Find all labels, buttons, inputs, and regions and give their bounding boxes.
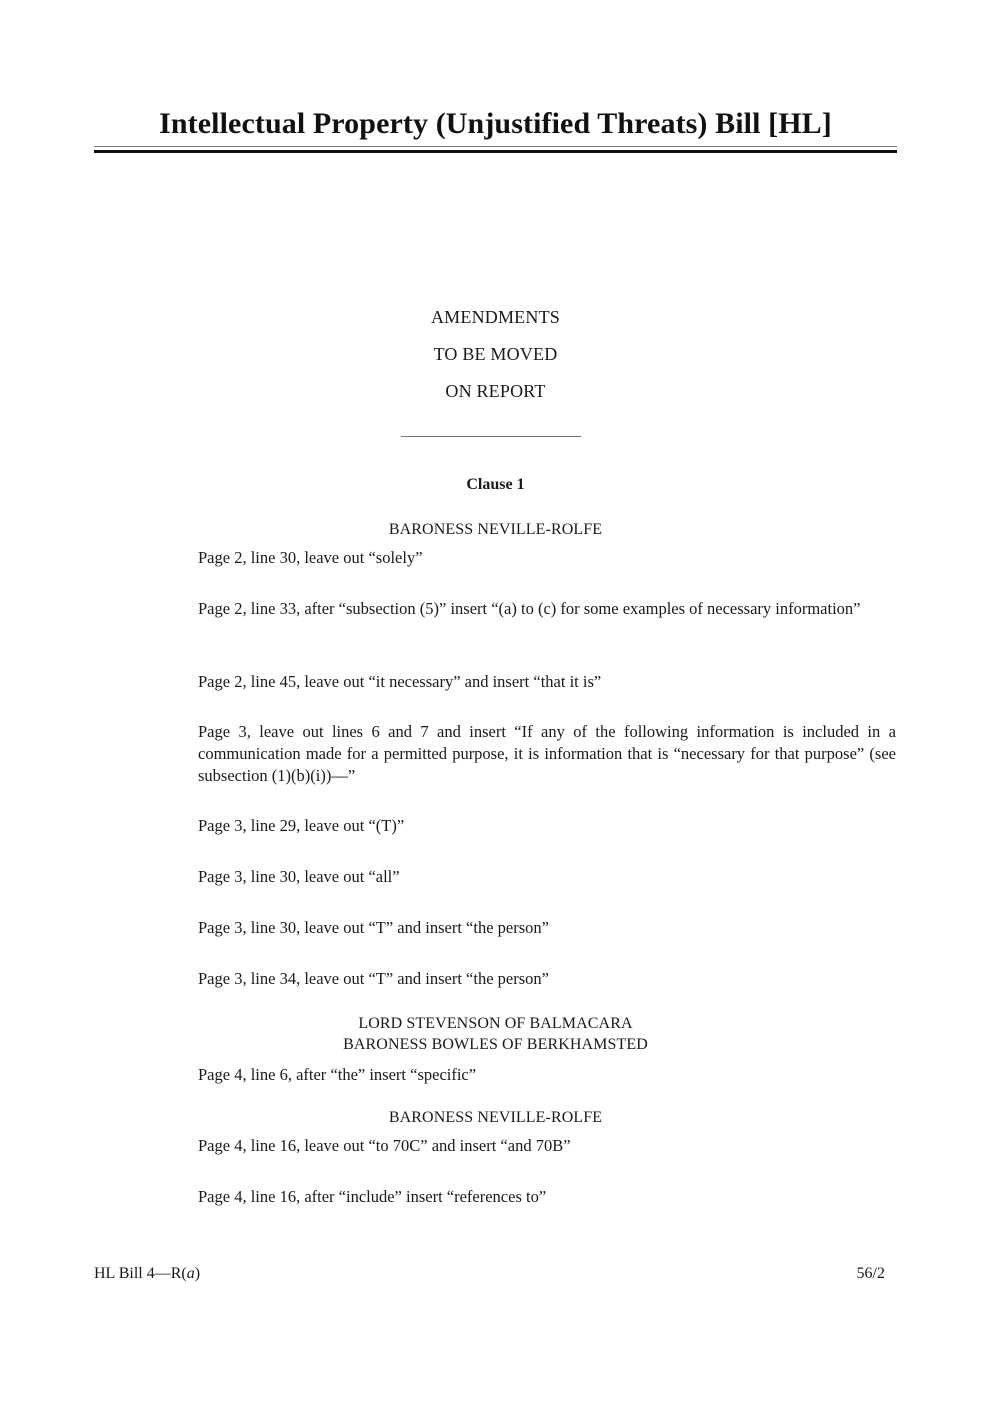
amendment-8: Page 3, line 34, leave out “T” and insert “the person” — [198, 969, 549, 988]
heading-line: TO BE MOVED — [433, 344, 558, 364]
title-rule-thin — [94, 146, 897, 147]
bill-ref-suffix: ) — [194, 1265, 201, 1282]
title-rule-thick — [94, 150, 897, 153]
sponsor-name: BARONESS NEVILLE-ROLFE — [388, 521, 603, 538]
heading-separator — [401, 436, 581, 437]
amendment-10: Page 4, line 16, leave out “to 70C” and insert “and 70B” — [198, 1136, 571, 1155]
heading-line: AMENDMENTS — [430, 307, 560, 327]
amendment-9: Page 4, line 6, after “the” insert “specific” — [198, 1065, 477, 1084]
amendment-5: Page 3, line 29, leave out “(T)” — [198, 816, 405, 835]
amendments-heading — [0, 299, 991, 410]
heading-line: ON REPORT — [445, 381, 546, 401]
amendment-6: Page 3, line 30, leave out “all” — [198, 867, 400, 886]
bill-ref-italic: a — [186, 1265, 195, 1282]
sponsor-name: BARONESS BOWLES OF BERKHAMSTED — [343, 1036, 648, 1053]
amendment-1: Page 2, line 30, leave out “solely” — [198, 548, 423, 567]
amendment-3: Page 2, line 45, leave out “it necessary” and insert “that it is” — [198, 672, 602, 691]
sponsor-name: LORD STEVENSON OF BALMACARA — [358, 1015, 633, 1032]
bill-title: Intellectual Property (Unjustified Threats) Bill [HL] — [159, 107, 832, 140]
amendment-4: Page 3, leave out lines 6 and 7 and insert “If any of the following information is included in a communication made for a permitted purpose, it is information that is “necessary for that purpose” (see subsection (1)(b)(i))—” — [198, 722, 896, 785]
amendment-7: Page 3, line 30, leave out “T” and insert “the person” — [198, 918, 549, 937]
sponsor-group-2 — [0, 1013, 991, 1055]
bill-reference — [94, 1263, 200, 1285]
sponsor-group-1 — [0, 519, 991, 540]
sponsor-group-3 — [0, 1107, 991, 1128]
bill-ref-prefix: HL Bill 4—R( — [94, 1265, 187, 1282]
clause-heading: Clause 1 — [466, 476, 525, 493]
sponsor-name: BARONESS NEVILLE-ROLFE — [388, 1109, 603, 1126]
page-reference: 56/2 — [856, 1265, 885, 1282]
amendment-2: Page 2, line 33, after “subsection (5)” insert “(a) to (c) for some examples of necessary information” — [198, 599, 861, 618]
amendment-11: Page 4, line 16, after “include” insert “references to” — [198, 1187, 547, 1206]
